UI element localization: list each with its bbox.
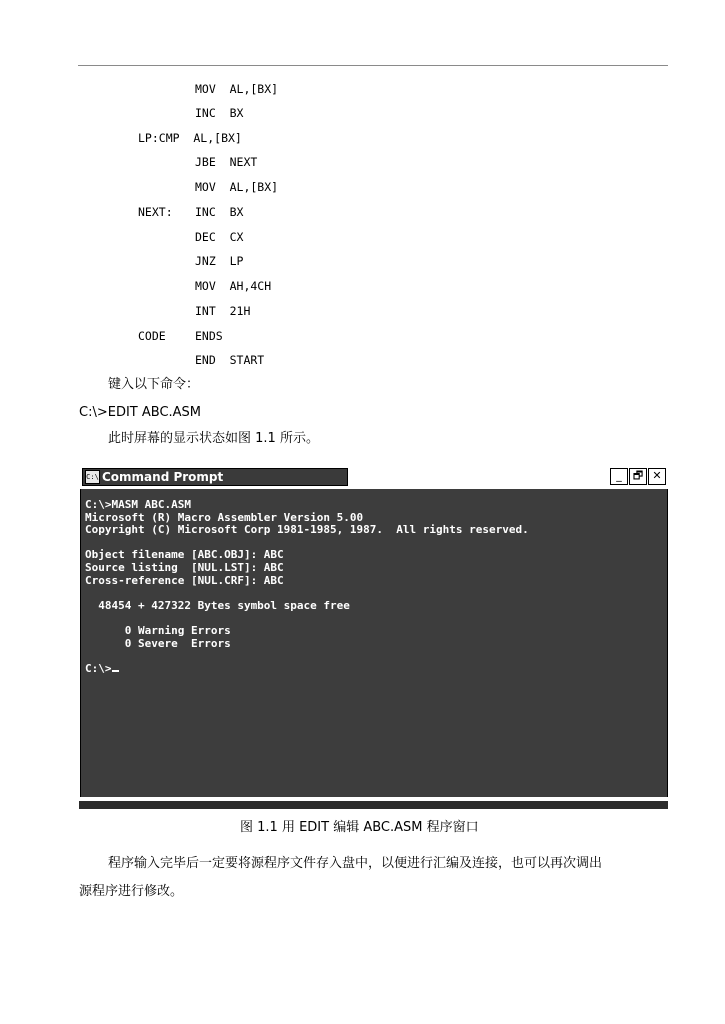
command-prompt-window xyxy=(79,466,668,810)
code-label: NEXT: xyxy=(138,205,173,219)
console-line: C:\>MASM ABC.ASM xyxy=(85,498,191,511)
figure-caption: 图 1.1 用 EDIT 编辑 ABC.ASM 程序窗口 xyxy=(240,820,479,835)
paragraph-line: 程序输入完毕后一定要将源程序文件存入盘中，以便进行汇编及连接，也可以再次调出 xyxy=(108,856,603,871)
prompt-line xyxy=(85,663,529,676)
console-line: Cross-reference [NUL.CRF]: ABC xyxy=(85,573,284,587)
console-line: 0 Warning Errors xyxy=(85,623,231,637)
text-cursor xyxy=(112,670,119,672)
screen-state-text: 此时屏幕的显示状态如图 1.1 所示。 xyxy=(108,431,319,446)
console-line: Copyright (C) Microsoft Corp 1981-1985, 1987. All rights reserved. xyxy=(85,523,529,537)
title-box xyxy=(82,468,348,486)
console-prompt: C:\> xyxy=(85,661,112,675)
code-label: CODE xyxy=(138,329,166,343)
console-area[interactable] xyxy=(80,489,668,797)
window-bottom-border xyxy=(79,801,668,809)
console-line: 48454 + 427322 Bytes symbol space free xyxy=(85,598,350,612)
console-line: Object filename [ABC.OBJ]: ABC xyxy=(85,548,284,562)
window-title: Command Prompt xyxy=(102,470,224,484)
code-line: JNZ LP xyxy=(195,254,244,268)
console-output xyxy=(85,499,529,675)
code-line: END START xyxy=(195,353,265,367)
code-label: LP:CMP AL,[BX] xyxy=(138,131,242,145)
close-button[interactable]: ✕ xyxy=(648,468,666,485)
code-line: MOV AL,[BX] xyxy=(195,82,279,96)
code-line: ENDS xyxy=(195,329,223,343)
console-line xyxy=(85,650,529,663)
window-controls xyxy=(610,468,666,484)
header-rule xyxy=(78,65,668,66)
code-line: MOV AL,[BX] xyxy=(195,180,279,194)
title-bar[interactable] xyxy=(79,466,668,488)
console-line: Source listing [NUL.LST]: ABC xyxy=(85,560,284,574)
console-icon: C:\ xyxy=(85,470,100,484)
command-text: C:\>EDIT ABC.ASM xyxy=(79,405,202,420)
code-line: INC BX xyxy=(195,106,244,120)
code-line: MOV AH,4CH xyxy=(195,279,272,293)
restore-button[interactable]: 🗗 xyxy=(629,468,647,485)
code-line: INC BX xyxy=(195,205,244,219)
code-line: JBE NEXT xyxy=(195,155,258,169)
code-line: INT 21H xyxy=(195,304,251,318)
console-line: 0 Severe Errors xyxy=(85,636,231,650)
code-line: DEC CX xyxy=(195,230,244,244)
console-line xyxy=(85,587,529,600)
console-line: Microsoft (R) Macro Assembler Version 5.00 xyxy=(85,510,364,524)
prompt-intro-text: 键入以下命令： xyxy=(108,377,200,392)
paragraph-line: 源程序进行修改。 xyxy=(79,884,184,899)
minimize-button[interactable]: _ xyxy=(610,468,628,485)
